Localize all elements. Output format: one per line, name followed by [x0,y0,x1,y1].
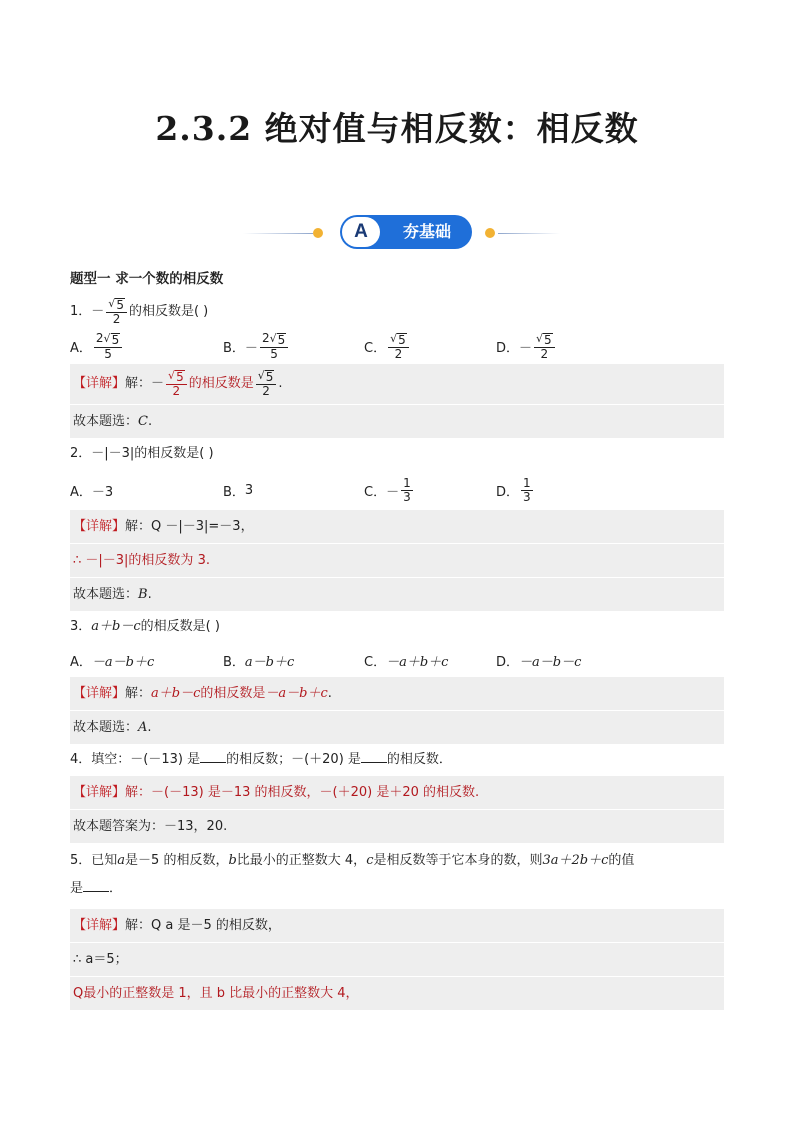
option-a[interactable]: A． －3 [70,484,114,500]
worksheet-content [70,262,724,1010]
question-3-options [70,643,724,677]
answer-2: 【详解】解：Q －|－3|=－3， ∴ －|－3|的相反数为 3. 故本题选：B. [70,510,724,611]
option-d[interactable]: D． － √ 5 2 [496,332,646,360]
answer-3: 【详解】解：a＋b－c的相反数是－a－b＋c. 故本题选：A. [70,677,724,744]
question-2-options [70,470,724,510]
option-d[interactable]: D． $\frac{1}{3}$ [496,475,531,504]
fraction: √ 5 2 [106,297,127,325]
banner-line-left [243,233,313,234]
section-heading: 题型一 求一个数的相反数 [70,271,224,287]
answer-blank[interactable] [200,748,226,763]
answer-1: 【详解】解：－ √ 5 2 的相反数是 √ 5 2 . 故本题选：C. [70,364,724,438]
option-a[interactable]: A． 2 √ 5 5 [70,332,223,360]
option-d[interactable]: D． －a－b－c [496,654,582,670]
answer-4: 【详解】解：－(－13) 是－13 的相反数，－(＋20) 是＋20 的相反数. 故本题答案为：－13，20. [70,776,724,843]
question-5: 5．已知a是－5 的相反数，b比最小的正整数大 4，c是相反数等于它本身的数，则3a＋2b＋c的值 是 ． [70,853,635,896]
section-banner [0,213,794,253]
option-b[interactable]: B． 3 [223,482,254,500]
answer-blank[interactable] [361,748,387,763]
banner-text: 夯基础 [402,222,451,241]
banner-pill [340,215,472,249]
question-4: 4．填空：－(－13) 是 的相反数；－(＋20) 是 的相反数． [70,744,724,776]
answer-blank[interactable] [83,877,109,892]
answer-5: 【详解】解：Q a 是－5 的相反数， ∴ a＝5； Q最小的正整数是 1，且 b 比最小的正整数大 4， [70,909,724,1010]
option-b[interactable]: B． － 2 √ 5 5 [223,332,364,360]
option-c[interactable]: C． －a＋b＋c [364,654,449,670]
question-2: 2．－|－3|的相反数是( ) [70,446,214,461]
question-1-options [70,328,724,364]
option-b[interactable]: B． a－b＋c [223,654,295,670]
banner-letter: A [342,217,380,247]
option-c[interactable]: C． √ 5 2 [364,332,496,360]
page-title: 2.3.2 绝对值与相反数：相反数 [155,109,639,148]
banner-dot-left [313,228,323,238]
question-3: 3．a＋b－c的相反数是( ) [70,619,220,634]
banner-line-right [498,233,560,234]
option-c[interactable]: C． － $\frac{1}{3}$ [364,475,411,504]
banner-dot-right [485,228,495,238]
option-a[interactable]: A． －a－b＋c [70,654,155,670]
question-1: 1．－ √ 5 2 的相反数是( ) [70,297,209,326]
